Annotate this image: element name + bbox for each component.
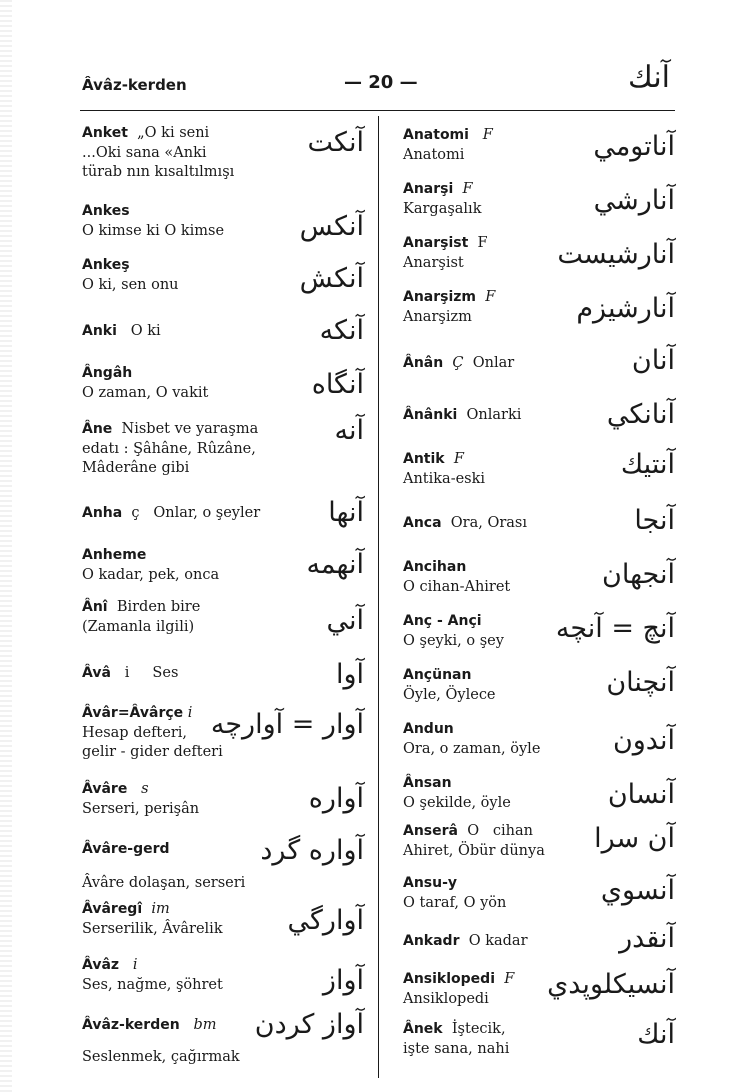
entry-line <box>82 800 306 820</box>
entry-text <box>403 514 617 534</box>
entry-line <box>82 384 306 404</box>
grammar-tag: bm <box>179 1017 217 1033</box>
entry-text <box>82 900 306 939</box>
definition-text: Ora, Orası <box>441 515 528 531</box>
arabic-headword: آوارگي <box>287 905 364 936</box>
entry-line <box>403 200 617 220</box>
entry-line <box>82 364 306 384</box>
entry-line <box>403 558 617 578</box>
entry-line <box>82 956 306 976</box>
headword: Anki <box>82 323 117 339</box>
grammar-tag: F <box>476 289 496 305</box>
entry-line <box>82 322 306 342</box>
entry-line <box>82 440 306 460</box>
arabic-headword: آنارشي <box>593 185 675 216</box>
entry-text <box>403 406 617 426</box>
entry-line <box>82 664 306 684</box>
entry-text <box>403 126 617 165</box>
definition-text: O şekilde, öyle <box>403 794 511 811</box>
definition-text: ç Onlar, o şeyler <box>122 505 261 521</box>
arabic-headword: آنك <box>637 1019 675 1050</box>
entry-line <box>82 976 306 996</box>
arabic-headword: آنكش <box>299 263 364 294</box>
definition-text: Öyle, Öylece <box>403 686 496 703</box>
entry-line <box>403 666 617 686</box>
grammar-tag: Ç <box>443 355 464 371</box>
entry-line <box>403 1020 617 1040</box>
definition-text: edatı : Şâhâne, Rûzâne, <box>82 440 256 457</box>
entry-text <box>403 558 617 597</box>
arabic-headword: آنقدر <box>619 923 675 954</box>
arabic-headword: آنجا <box>634 505 675 536</box>
headword: Ânânki <box>403 407 458 423</box>
arabic-headword: آنارشيزم <box>576 293 675 324</box>
headword: Andun <box>403 721 454 737</box>
headword: Âvâz-kerden <box>82 1017 180 1033</box>
definition-text: O ki, sen onu <box>82 276 179 293</box>
entry-text <box>82 780 306 819</box>
entry-line <box>82 920 306 940</box>
headword: Ansu-y <box>403 875 458 891</box>
headword: Ankes <box>82 203 130 219</box>
entry-line <box>82 124 306 144</box>
entry-line <box>82 202 306 222</box>
headword: Âvâregî <box>82 901 143 917</box>
entry-line <box>403 470 617 490</box>
entry-line <box>82 222 306 242</box>
entry-text <box>82 420 306 479</box>
grammar-tag: s <box>127 781 149 797</box>
headword: Ankeş <box>82 257 130 273</box>
arabic-headword: آنارشيست <box>557 239 675 270</box>
entry-line <box>82 874 306 894</box>
entry-line <box>403 842 617 862</box>
headword: Âvâr=Âvârçe <box>82 705 184 721</box>
scan-edge <box>0 0 12 1092</box>
entry-text <box>82 504 306 524</box>
definition-text: Ansiklopedi <box>403 990 489 1007</box>
running-head-left: Âvâz-kerden <box>82 76 187 94</box>
definition-text: O cihan <box>457 823 533 839</box>
grammar-tag: i <box>119 957 138 973</box>
entry-line <box>403 578 617 598</box>
definition-text: Kargaşalık <box>403 200 482 217</box>
header-rule <box>80 110 675 111</box>
entry-line <box>403 720 617 740</box>
headword: Anatomi <box>403 127 469 143</box>
arabic-headword: آناتومي <box>593 131 675 162</box>
entry-line <box>82 420 306 440</box>
arabic-headword: آنكت <box>307 127 364 158</box>
headword: Anket <box>82 125 128 141</box>
headword: Anha <box>82 505 123 521</box>
definition-text: O cihan-Ahiret <box>403 578 511 595</box>
headword: Anarşizm <box>403 289 477 305</box>
arabic-headword: آنه <box>334 415 364 446</box>
running-head-right-arabic: آنك <box>628 60 670 95</box>
definition-text: Nisbet ve yaraşma <box>112 421 259 437</box>
definition-text: O kadar, pek, onca <box>82 566 220 583</box>
entry-text <box>403 932 617 952</box>
entry-text <box>403 774 617 813</box>
entry-line <box>403 180 617 200</box>
definition-text: O kimse ki O kimse <box>82 222 225 239</box>
arabic-headword: آنكه <box>319 315 364 346</box>
definition-text: Onlar <box>463 355 515 371</box>
definition-text: F <box>468 235 488 251</box>
arabic-headword: آوا <box>335 659 364 690</box>
headword: Ânî <box>82 599 108 615</box>
definition-text: gelir - gider defteri <box>82 744 223 760</box>
headword: Anca <box>403 515 442 531</box>
arabic-headword: آنتيك <box>620 449 675 480</box>
headword: Âvâz <box>82 957 120 973</box>
arabic-headword: آني <box>326 605 364 636</box>
arabic-headword: آنهمه <box>306 549 364 580</box>
definition-text: O kadar <box>459 933 528 949</box>
definition-text: Âvâre dolaşan, serseri <box>82 875 246 891</box>
headword: Anarşist <box>403 235 469 251</box>
definition-text: Birden bire <box>107 599 201 615</box>
grammar-tag: i <box>183 705 193 721</box>
headword: Anserâ <box>403 823 458 839</box>
grammar-tag: F <box>495 971 515 987</box>
entry-line <box>403 794 617 814</box>
headword: Ânân <box>403 355 444 371</box>
headword: Ançünan <box>403 667 472 683</box>
arabic-headword: آواره <box>308 783 364 814</box>
entry-text <box>82 1048 306 1068</box>
definition-text: O şeyki, o şey <box>403 632 504 649</box>
entry-line <box>82 598 306 618</box>
page-number: — 20 — <box>344 72 418 93</box>
entry-line <box>82 566 306 586</box>
arabic-headword: آنچنان <box>606 667 675 698</box>
definition-text: Anarşist <box>403 254 464 271</box>
definition-text: Hesap defteri, <box>82 724 188 741</box>
grammar-tag: F <box>453 181 473 197</box>
definition-text: Serserilik, Âvârelik <box>82 920 223 937</box>
arabic-headword: آنكس <box>299 211 364 242</box>
arabic-headword: آنگاه <box>311 369 364 400</box>
arabic-headword: آنسان <box>607 779 675 810</box>
entry-line <box>403 894 617 914</box>
entry-text <box>82 364 306 403</box>
headword: Antik <box>403 451 445 467</box>
entry-line <box>82 618 306 638</box>
entry-line <box>403 774 617 794</box>
arabic-headword: آنان <box>631 345 675 376</box>
entry-line <box>403 1040 617 1060</box>
entry-line <box>82 743 306 763</box>
definition-text: Mâderâne gibi <box>82 460 190 476</box>
definition-text: O taraf, O yön <box>403 894 507 911</box>
entry-text <box>82 546 306 585</box>
definition-text: Ahiret, Öbür dünya <box>403 842 545 859</box>
entry-line <box>403 126 617 146</box>
definition-text: „O ki seni <box>127 125 210 141</box>
entry-text <box>82 956 306 995</box>
headword: Ânsan <box>403 775 452 791</box>
definition-text: Seslenmek, çağırmak <box>82 1049 240 1065</box>
arabic-headword: آواز <box>322 965 364 996</box>
arabic-headword: آوار = آوارچه <box>210 709 364 740</box>
entry-text <box>403 874 617 913</box>
headword: Âvâ <box>82 665 111 681</box>
grammar-tag: im <box>142 901 170 917</box>
arabic-headword: آن سرا <box>594 823 675 854</box>
arabic-headword: آنجهان <box>602 559 675 590</box>
entry-text <box>403 450 617 489</box>
entry-text <box>403 1020 617 1059</box>
headword: Ankadr <box>403 933 460 949</box>
entry-text <box>403 354 617 374</box>
entry-line <box>403 874 617 894</box>
definition-text: O zaman, O vakit <box>82 384 209 401</box>
arabic-headword: آنانكي <box>606 399 675 430</box>
definition-text: ...Oki sana «Anki <box>82 144 207 161</box>
headword: Ânek <box>403 1021 443 1037</box>
headword: Âvâre-gerd <box>82 841 170 857</box>
arabic-headword: آنسوي <box>600 875 675 906</box>
entry-text <box>403 180 617 219</box>
headword: Ângâh <box>82 365 133 381</box>
entry-line <box>403 932 617 952</box>
definition-text: O ki <box>116 323 161 339</box>
entry-line <box>82 504 306 524</box>
grammar-tag: F <box>468 127 493 143</box>
arabic-headword: آنها <box>328 497 364 528</box>
definition-text: türab nın kısaltılmışı <box>82 164 235 180</box>
entry-text <box>82 874 306 894</box>
entry-text <box>403 666 617 705</box>
column-divider <box>378 116 379 1078</box>
entry-text <box>82 202 306 241</box>
definition-text: Ses, nağme, şöhret <box>82 976 223 993</box>
entry-text <box>82 124 306 183</box>
arabic-headword: آنسيكلوپدي <box>547 969 675 1000</box>
entry-line <box>82 546 306 566</box>
entry-line <box>82 1048 306 1068</box>
entry-line <box>403 450 617 470</box>
entry-line <box>82 780 306 800</box>
definition-text: Anarşizm <box>403 308 472 325</box>
entry-line <box>403 740 617 760</box>
headword: Âne <box>82 421 113 437</box>
headword: Anarşi <box>403 181 454 197</box>
entry-line <box>82 276 306 296</box>
definition-text: Ora, o zaman, öyle <box>403 740 541 757</box>
page-header <box>82 60 674 104</box>
definition-text: Onlarki <box>457 407 522 423</box>
headword: Ancihan <box>403 559 467 575</box>
entry-line <box>403 406 617 426</box>
arabic-headword: آواره گرد <box>260 835 364 866</box>
entry-text <box>82 664 306 684</box>
entry-text <box>82 598 306 637</box>
headword: Anheme <box>82 547 147 563</box>
definition-text: Anatomi <box>403 146 465 163</box>
arabic-headword: آنچ = آنچه <box>555 613 675 644</box>
definition-text: Antika-eski <box>403 470 486 487</box>
entry-line <box>82 163 306 183</box>
entry-text <box>403 720 617 759</box>
entry-line <box>403 686 617 706</box>
entry-text <box>82 322 306 342</box>
entry-text <box>82 256 306 295</box>
entry-line <box>403 354 617 374</box>
arabic-headword: آندون <box>612 725 675 756</box>
entry-line <box>82 144 306 164</box>
entry-line <box>82 900 306 920</box>
headword: Ansiklopedi <box>403 971 495 987</box>
headword: Âvâre <box>82 781 128 797</box>
entry-text <box>403 822 617 861</box>
grammar-tag: F <box>444 451 464 467</box>
definition-text: İştecik, <box>442 1021 506 1037</box>
entry-line <box>403 822 617 842</box>
definition-text: (Zamanla ilgili) <box>82 618 195 635</box>
headword: Anç - Ançi <box>403 613 482 629</box>
definition-text: Serseri, perişân <box>82 800 200 817</box>
definition-text: işte sana, nahi <box>403 1040 510 1057</box>
entry-line <box>403 514 617 534</box>
entry-line <box>82 256 306 276</box>
entry-line <box>82 459 306 479</box>
arabic-headword: آواز كردن <box>254 1009 364 1040</box>
definition-text: i Ses <box>110 665 179 681</box>
entry-line <box>403 146 617 166</box>
